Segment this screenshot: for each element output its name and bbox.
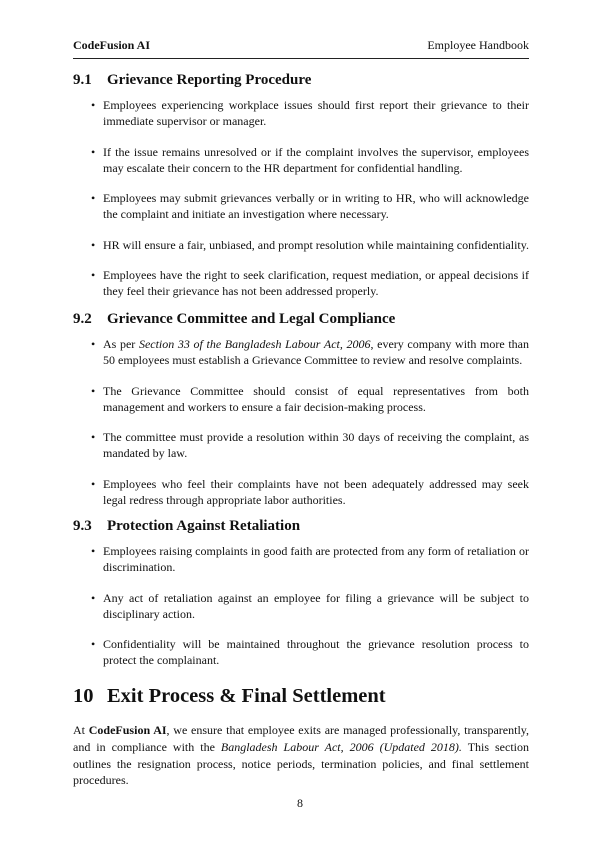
list-item: • Employees have the right to seek clarification, request mediation, or appeal decisions if they feel their grievance has not been addressed properly. xyxy=(73,267,529,299)
section-number: 9.2 xyxy=(73,311,92,327)
list-item: • The committee must provide a resolution within 30 days of receiving the complaint, as mandated by law. xyxy=(73,429,529,461)
bullet-list xyxy=(73,336,529,508)
list-item: • HR will ensure a fair, unbiased, and prompt resolution while maintaining confidentiality. xyxy=(73,237,529,253)
section-9-2 xyxy=(73,311,529,522)
text-run: At xyxy=(73,723,89,737)
section-title: Grievance Committee and Legal Compliance xyxy=(107,311,396,327)
legal-reference: Bangladesh Labour Act, 2006 (Updated 2018). xyxy=(220,739,462,754)
intro-paragraph xyxy=(73,722,529,789)
text-run: , we ensure that employee exits are managed professionally, transparently, and in compliance with the xyxy=(73,723,529,754)
company-name: CodeFusion AI xyxy=(88,723,167,737)
list-item: • The Grievance Committee should consist of equal representatives from both management and workers to ensure a fair decision-making process. xyxy=(73,383,529,415)
section-number: 9.1 xyxy=(73,72,92,88)
section-title: Protection Against Retaliation xyxy=(107,518,301,534)
section-number: 9.3 xyxy=(73,518,92,534)
list-item: • Confidentiality will be maintained throughout the grievance resolution process to protect the complainant. xyxy=(73,636,529,668)
list-item: • Employees may submit grievances verbally or in writing to HR, who will acknowledge the complaint and initiate an investigation where necessary. xyxy=(73,190,529,222)
header-doc-title: Employee Handbook xyxy=(427,38,529,52)
bullet-list xyxy=(73,97,529,299)
section-title: Grievance Reporting Procedure xyxy=(107,72,312,88)
section-heading xyxy=(73,518,529,535)
page-header xyxy=(73,38,529,59)
text-run: As per xyxy=(103,337,139,351)
chapter-heading xyxy=(73,685,529,708)
legal-reference: Section 33 of the Bangladesh Labour Act, 2006 xyxy=(138,337,371,351)
list-item xyxy=(73,336,529,368)
section-heading xyxy=(73,72,529,89)
list-item: • If the issue remains unresolved or if the complaint involves the supervisor, employees may escalate their concern to the HR department for confidential handling. xyxy=(73,144,529,176)
bullet-list xyxy=(73,543,529,668)
section-10 xyxy=(73,685,529,789)
chapter-title: Exit Process & Final Settlement xyxy=(107,685,386,707)
list-item: • Employees raising complaints in good faith are protected from any form of retaliation or discrimination. xyxy=(73,543,529,575)
section-9-1 xyxy=(73,72,529,314)
list-item: • Any act of retaliation against an employee for filing a grievance will be subject to disciplinary action. xyxy=(73,590,529,622)
chapter-number: 10 xyxy=(73,685,94,707)
text-run: This section outlines the resignation process, notice periods, termination policies, and final settlement procedures. xyxy=(73,739,529,788)
header-company: CodeFusion AI xyxy=(73,38,151,52)
list-item: • Employees who feel their complaints have not been adequately addressed may seek legal redress through appropriate labor authorities. xyxy=(73,476,529,508)
text-run: , every company with more than 50 employees must establish a Grievance Committee to review and resolve complaints. xyxy=(103,337,529,367)
section-heading xyxy=(73,311,529,328)
section-9-3 xyxy=(73,518,529,683)
page-number: 8 xyxy=(297,796,303,810)
list-item: • Employees experiencing workplace issues should first report their grievance to their immediate supervisor or manager. xyxy=(73,97,529,129)
